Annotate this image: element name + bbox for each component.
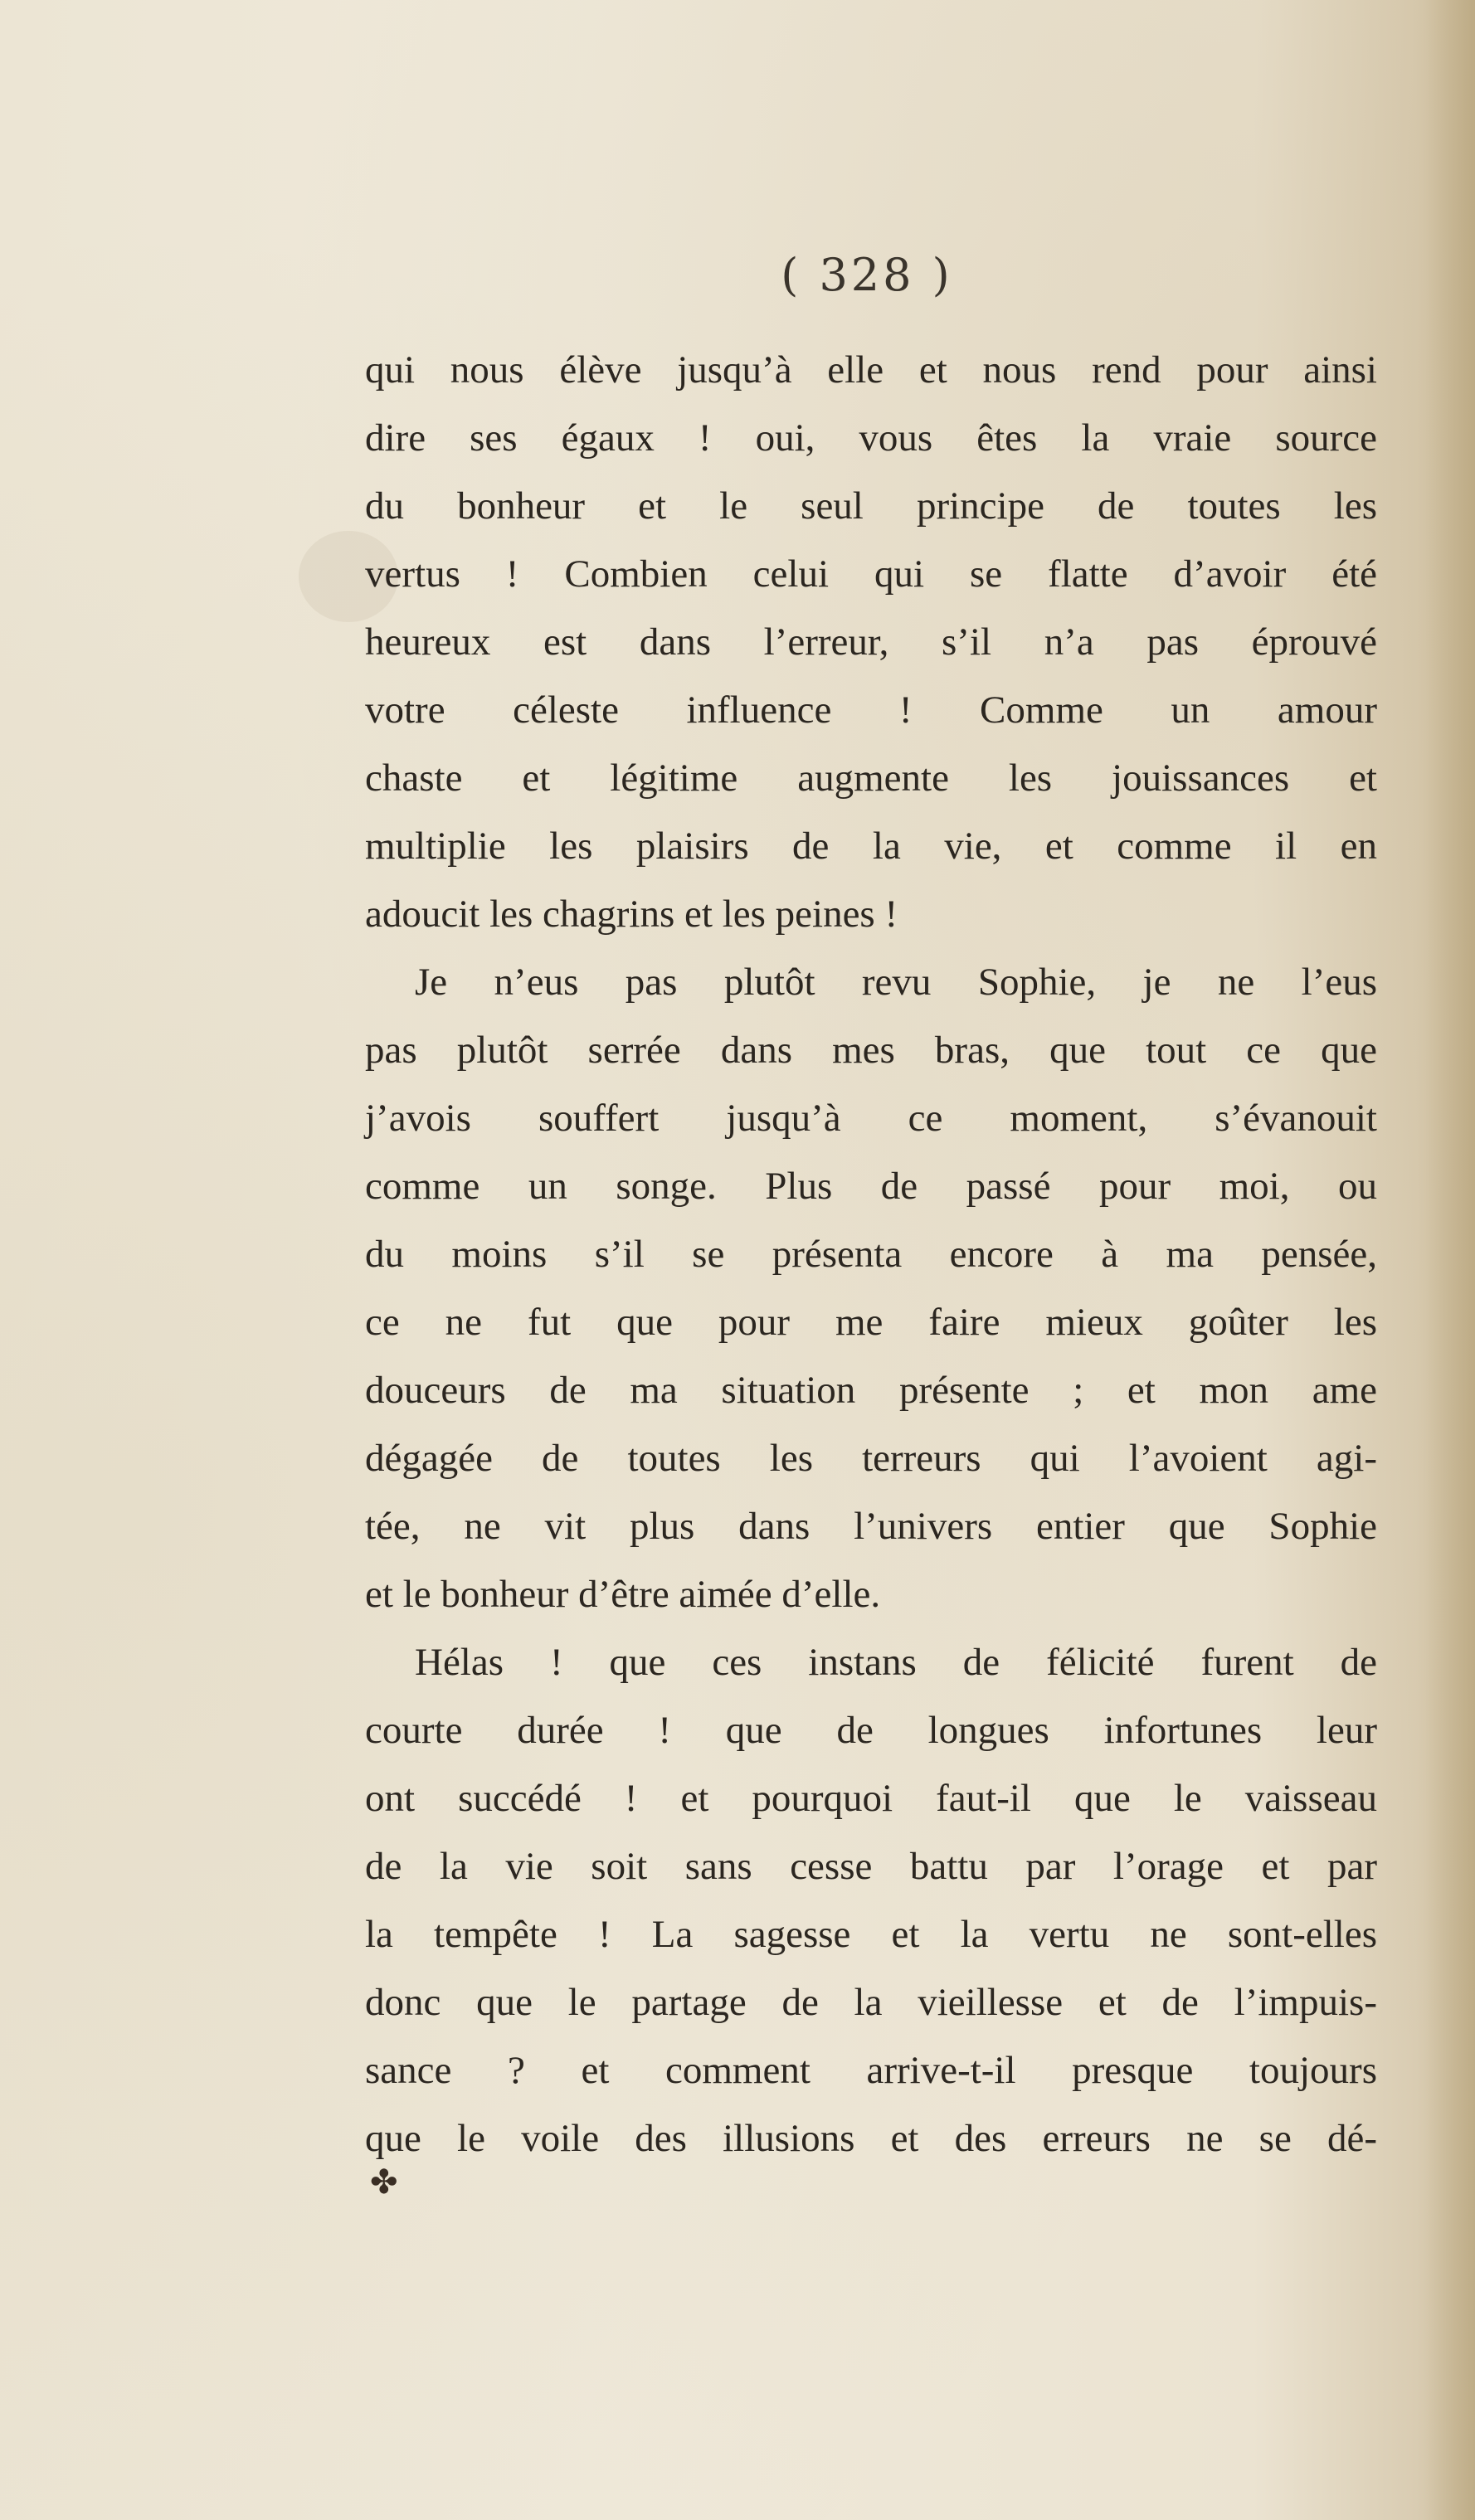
text-line: qui nous élève jusqu’à elle et nous rend pour ainsi	[365, 348, 1377, 392]
text-line: adoucit les chagrins et les peines !	[365, 893, 898, 936]
text-line: et le bonheur d’être aimée d’elle.	[365, 1573, 881, 1616]
page-edge-shadow	[1425, 0, 1475, 2520]
text-line: votre céleste influence ! Comme un amour	[365, 688, 1377, 732]
text-line: comme un songe. Plus de passé pour moi, ou	[365, 1165, 1377, 1208]
text-line: j’avois souffert jusqu’à ce moment, s’évanouit	[365, 1097, 1377, 1140]
text-line: tée, ne vit plus dans l’univers entier que Sophie	[365, 1505, 1377, 1548]
text-line: du bonheur et le seul principe de toutes les	[365, 484, 1377, 528]
text-line: pas plutôt serrée dans mes bras, que tout ce que	[365, 1029, 1377, 1072]
text-line: ce ne fut que pour me faire mieux goûter les	[365, 1301, 1377, 1344]
text-line: heureux est dans l’erreur, s’il n’a pas éprouvé	[365, 620, 1377, 664]
text-line: courte durée ! que de longues infortunes leur	[365, 1709, 1377, 1752]
text-line: dégagée de toutes les terreurs qui l’avoient agi-	[365, 1437, 1377, 1480]
page-number: ( 328 )	[781, 249, 953, 301]
text-line: dire ses égaux ! oui, vous êtes la vraie source	[365, 416, 1377, 460]
ornament-icon: ✤	[370, 2163, 398, 2201]
text-line-paragraph-start: Hélas ! que ces instans de félicité furent de	[415, 1641, 1377, 1684]
body-text	[365, 336, 1377, 2172]
text-line: la tempête ! La sagesse et la vertu ne sont-elles	[365, 1913, 1377, 1956]
text-line: de la vie soit sans cesse battu par l’orage et par	[365, 1845, 1377, 1888]
text-line: multiplie les plaisirs de la vie, et comme il en	[365, 825, 1377, 868]
text-line: douceurs de ma situation présente ; et mon ame	[365, 1369, 1377, 1412]
text-line: sance ? et comment arrive-t-il presque toujours	[365, 2049, 1377, 2092]
text-line: donc que le partage de la vieillesse et de l’impuis-	[365, 1981, 1377, 2024]
text-line: chaste et légitime augmente les jouissances et	[365, 756, 1377, 800]
text-line: ont succédé ! et pourquoi faut-il que le vaisseau	[365, 1777, 1377, 1820]
text-line: vertus ! Combien celui qui se flatte d’avoir été	[365, 552, 1377, 596]
text-line: du moins s’il se présenta encore à ma pensée,	[365, 1233, 1377, 1276]
text-line-paragraph-start: Je n’eus pas plutôt revu Sophie, je ne l’eus	[415, 961, 1377, 1004]
text-line: que le voile des illusions et des erreurs ne se dé-	[365, 2117, 1377, 2160]
